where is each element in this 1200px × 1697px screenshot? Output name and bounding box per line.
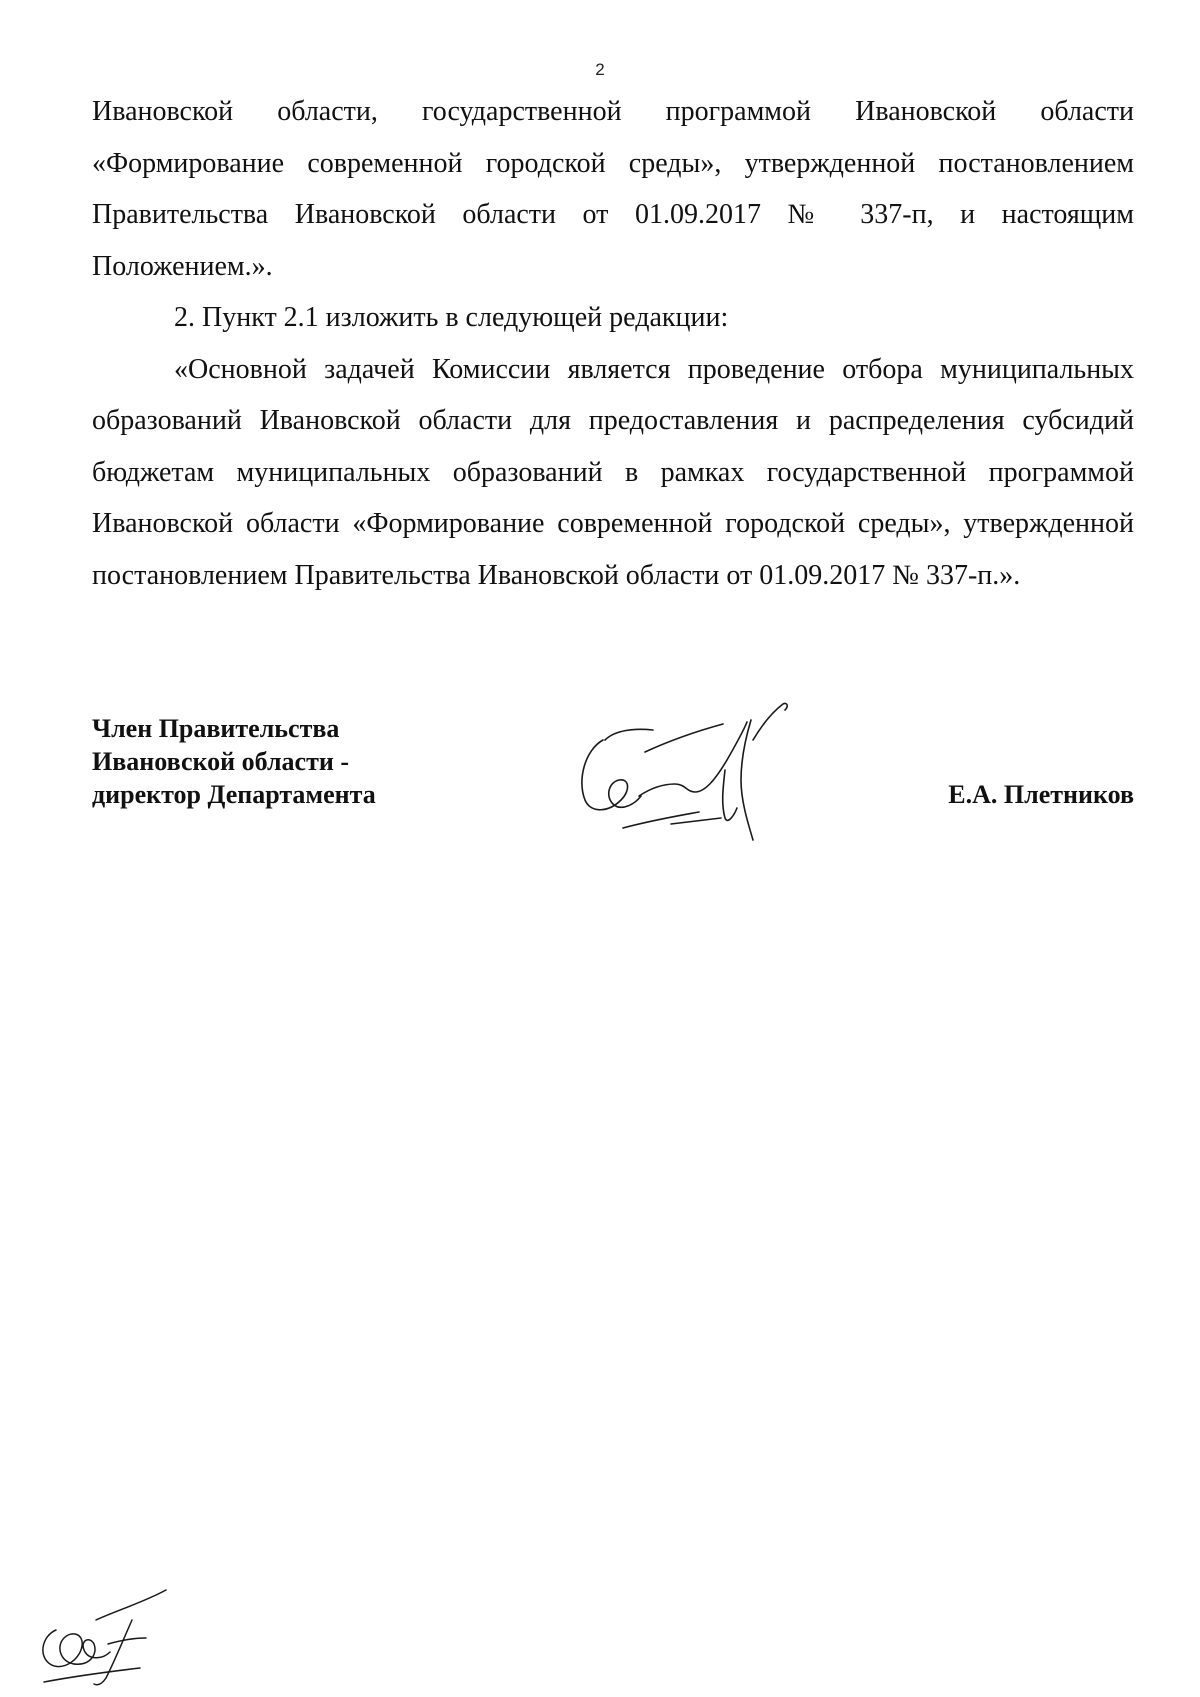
signatory-name: Е.А. Плетников [948,780,1134,809]
paragraph-continuation: Ивановской области, государственной программой Ивановской области «Формирование современной городской среды», утвержденной постановлением Правительства Ивановской области от 01.09.2017 № 337-п, и настоящим Положением.». [92,96,1134,282]
document-body [92,86,1134,601]
paragraph-quoted-text: «Основной задачей Комиссии является проведение отбора муниципальных образований Ивановской области для предоставления и распределения субсидий бюджетам муниципальных образований в рамках государственной программой Ивановской области «Формирование современной городской среды», утвержденной постановлением Правительства Ивановской области от 01.09.2017 № 337-п.». [92,353,1134,591]
signatory-position-line: директор Департамента [92,780,376,809]
handwritten-signature [575,700,820,845]
signatory-position-line: Ивановской области - [92,747,350,776]
handwritten-initials [36,1580,186,1690]
page-number: 2 [595,60,605,79]
signatory-position [92,712,376,811]
signatory-position-line: Член Правительства [92,714,340,743]
paragraph-item-2: 2. Пункт 2.1 изложить в следующей редакции: [174,302,729,333]
